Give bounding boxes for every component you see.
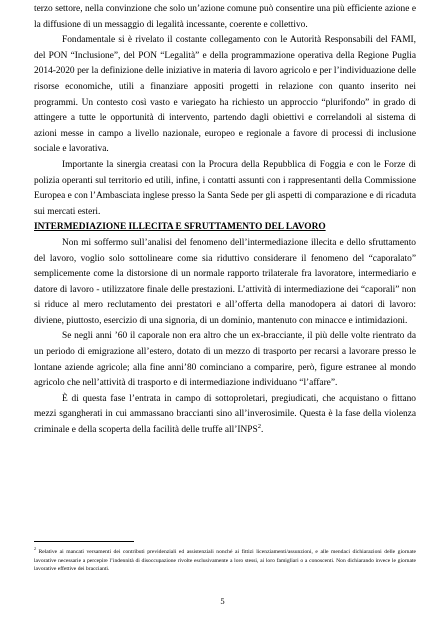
footnote-separator <box>34 541 134 542</box>
body-text <box>34 2 416 439</box>
paragraph-criminal-phase <box>34 392 416 439</box>
paragraph-criminal-phase-text: È di questa fase l’entrata in campo di sottoproletari, pregiudicati, che acquistano o fittano mezzi sgangherati in cui ammassano braccianti sino all’inverosimile. Questa è la fase della violenza criminale e della scoperta della facilità delle truffe all’INPS <box>34 393 416 436</box>
paragraph-criminal-phase-end: . <box>260 425 264 436</box>
paragraph-authorities: Fondamentale si è rivelato il costante collegamento con le Autorità Responsabili del FAMI, del PON “Inclusione”, del PON “Legalità” e della programmazione operativa della Regione Puglia 2014-2020 per la definizione delle iniziative in materia di lavoro agricolo e per l’individuazione delle risorse economiche, utili a finanziare appositi progetti in relazione con quanto inserito nei programmi. Un contesto così vasto e variegato ha richiesto un approccio “plurifondo” in grado di attingere a tutte le opportunità di intervento, partendo dagli obiettivi e correlandoli al sistema di azioni messe in campo a livello nazionale, europeo e regionale a favore di processi di inclusione sociale e lavorativa. <box>34 35 416 155</box>
paragraph-history: Se negli anni ’60 il caporale non era altro che un ex-bracciante, il più delle volte rientrato da un periodo di emigrazione all’estero, dotato di un mezzo di trasporto per recarsi a lavorare presso le lontane aziende agricole; alla fine anni’80 cominciano a comparire, però, figure estranee al mondo agricolo che nell’attività di trasporto e di intermediazione individuano “l’affare”. <box>34 331 416 389</box>
footnote-text: Relative ai mancati versamenti dei contributi previdenziali ed assistenziali nonché ai fittizi licenziamenti/assunzioni, e alle mendaci dichiarazioni delle giornate lavorative necessarie a percepire l’indennità di disoccupazione rivolte esclusivamente a loro stessi, ai loro famigliari o a conoscenti. Non dichiarando invece le giornate lavorative effettive dei braccianti. <box>34 549 416 573</box>
paragraph-phenomenon: Non mi soffermo sull’analisi del fenomeno dell’intermediazione illecita e dello sfruttamento del lavoro, voglio solo sottolineare come sia riduttivo considerare il fenomeno del “caporalato” semplicemente come la distorsione di un normale rapporto trilaterale fra lavoratore, intermediario e datore di lavoro - utilizzatore finale delle prestazioni. L’attività di intermediazione dei “caporali” non si riduce al mero reclutamento dei prestatori e all’offerta della manodopera ai datori di lavoro: diviene, piuttosto, esercizio di una signoria, di un dominio, mantenuto con minacce e intimidazioni. <box>34 237 416 326</box>
section-title: INTERMEDIAZIONE ILLECITA E SFRUTTAMENTO DEL LAVORO <box>34 222 326 233</box>
footnote <box>34 548 416 574</box>
paragraph-continuation: terzo settore, nella convinzione che solo un’azione comune può consentire una più efficiente azione e la diffusione di un messaggio di legalità incessante, coerente e collettivo. <box>34 4 416 30</box>
paragraph-synergy: Importante la sinergia creatasi con la Procura della Repubblica di Foggia e con le Forze di polizia operanti sul territorio ed utili, infine, i contatti assunti con i rappresentanti della Commissione Europea e con l’Ambasciata inglese presso la Santa Sede per gli aspetti di comparazione e di ricaduta sui mercati esteri. <box>34 159 416 217</box>
footnote-reference[interactable]: 2 <box>257 422 261 430</box>
footnote-marker: 2 <box>34 547 36 552</box>
page-number: 5 <box>220 596 225 606</box>
